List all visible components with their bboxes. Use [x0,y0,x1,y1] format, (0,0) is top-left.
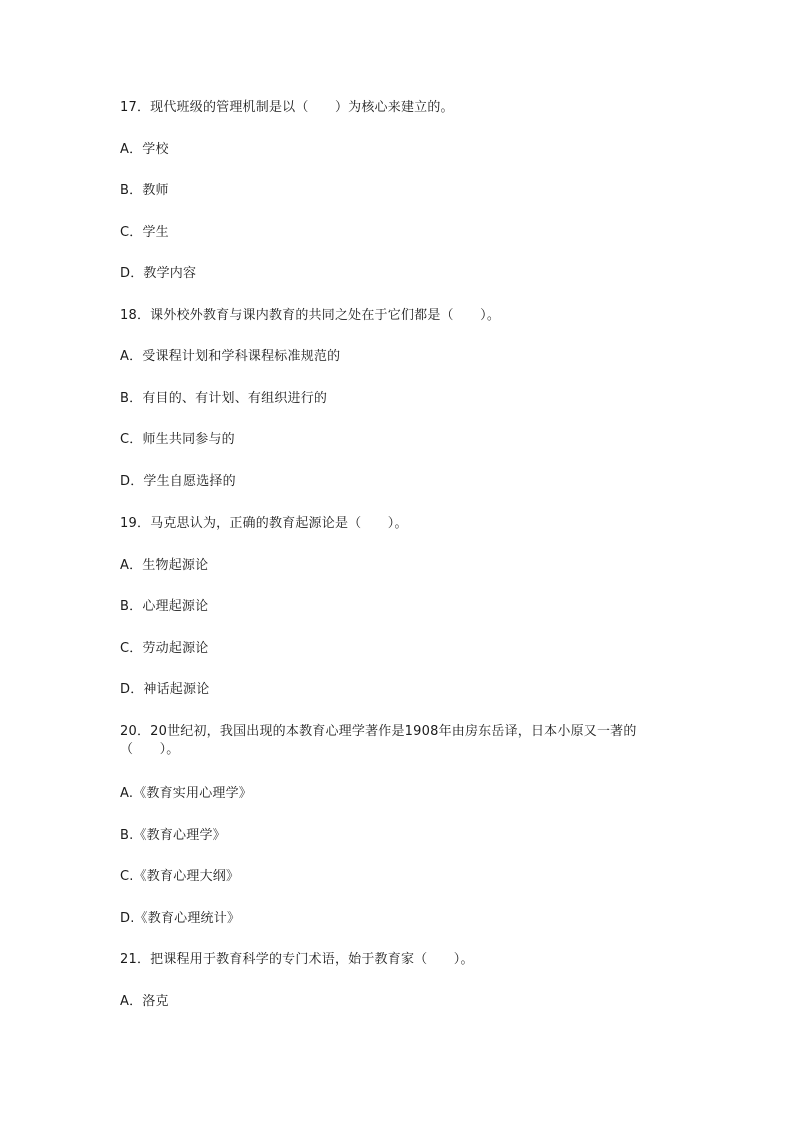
question-20-option-d: D.《教育心理统计》 [120,911,241,926]
question-18-option-c: C．师生共同参与的 [120,432,235,447]
question-19-option-d: D．神话起源论 [120,682,210,697]
question-21-stem: 21．把课程用于教育科学的专门术语，始于教育家（ ）。 [120,952,474,967]
question-17-option-c: C．学生 [120,225,169,240]
question-18-option-a: A．受课程计划和学科课程标准规范的 [120,349,341,364]
question-19-option-a: A．生物起源论 [120,558,209,573]
question-21-option-a: A．洛克 [120,994,169,1009]
question-20-option-b: B.《教育心理学》 [120,828,226,843]
question-17-option-b: B．教师 [120,183,169,198]
question-17-option-a: A．学校 [120,142,169,157]
question-18-option-d: D．学生自愿选择的 [120,474,236,489]
question-19-option-b: B．心理起源论 [120,599,209,614]
question-19-stem: 19．马克思认为，正确的教育起源论是（ ）。 [120,516,408,531]
question-20-option-a: A.《教育实用心理学》 [120,786,252,801]
question-19-option-c: C．劳动起源论 [120,641,209,656]
question-20-stem: 20．20世纪初，我国出现的本教育心理学著作是1908年由房东岳译，日本小原又一著的（ ）。 [120,724,637,757]
question-18-stem: 18．课外校外教育与课内教育的共同之处在于它们都是（ ）。 [120,308,501,323]
question-17-option-d: D．教学内容 [120,266,197,281]
question-18-option-b: B．有目的、有计划、有组织进行的 [120,391,328,406]
question-17-stem: 17．现代班级的管理机制是以（ ）为核心来建立的。 [120,100,454,115]
question-20-option-c: C.《教育心理大纲》 [120,869,240,884]
